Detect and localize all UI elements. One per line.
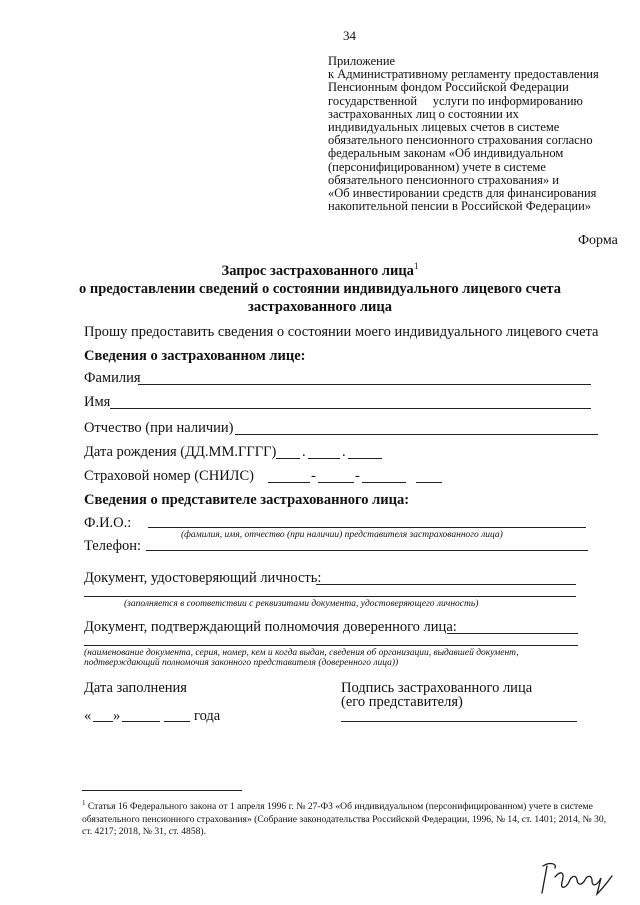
appendix-note (328, 55, 628, 213)
snils-check-input[interactable] (416, 482, 442, 483)
id-document-label: Документ, удостоверяющий личность: (84, 570, 322, 586)
authority-hint-line-1: (наименование документа, серия, номер, кем и когда выдан, сведения об организации, выдавшей документ, (84, 648, 519, 658)
snils-dash: - (311, 468, 316, 484)
footnote (82, 797, 617, 839)
name-label: Имя (84, 394, 111, 410)
snils-label: Страховой номер (СНИЛС) (84, 468, 255, 484)
appendix-line: обязательного пенсионного страхования» и (328, 172, 559, 187)
rep-phone-label: Телефон: (84, 538, 142, 554)
surname-label: Фамилия (84, 370, 141, 386)
footnote-divider (82, 790, 242, 791)
page-number: 34 (343, 28, 356, 43)
id-document-hint: (заполняется в соответствии с реквизитами документа, удостоверяющего личность) (124, 599, 479, 609)
representative-heading: Сведения о представителе застрахованного лица: (84, 492, 410, 508)
rep-fio-label: Ф.И.О.: (84, 515, 132, 531)
appendix-line: государственной услуги по информированию (328, 93, 583, 108)
patronymic-input-line[interactable] (235, 434, 598, 435)
birth-day-input[interactable] (276, 458, 300, 459)
authority-document-input-line-2[interactable] (84, 645, 578, 646)
birth-month-input[interactable] (308, 458, 340, 459)
insured-heading: Сведения о застрахованном лице: (84, 348, 306, 364)
appendix-line: обязательного пенсионного страхования согласно (328, 133, 593, 148)
appendix-line: (персонифицированном) учете в системе (328, 159, 546, 174)
birth-year-input[interactable] (348, 458, 382, 459)
birth-date-dot: . (302, 444, 306, 460)
appendix-line: застрахованных лиц о состоянии их (328, 106, 519, 121)
title-line-3: застрахованного лица (248, 298, 392, 315)
appendix-line: федеральным законам «Об индивидуальном (328, 146, 564, 161)
surname-input-line[interactable] (138, 384, 591, 385)
appendix-line: «Об инвестировании средств для финансирования (328, 186, 597, 201)
title-line-2: о предоставлении сведений о состоянии индивидуального лицевого счета (79, 280, 561, 297)
request-text: Прошу предоставить сведения о состоянии моего индивидуального лицевого счета (84, 324, 599, 340)
appendix-line: Пенсионным фондом Российской Федерации (328, 80, 569, 95)
authority-document-label: Документ, подтверждающий полномочия доверенного лица: (84, 619, 457, 635)
fill-date-close-quote: » (113, 708, 121, 724)
snils-part-1-input[interactable] (268, 482, 310, 483)
appendix-line: накопительной пенсии в Российской Федерации» (328, 199, 592, 214)
signature-label-2: (его представителя) (341, 694, 463, 710)
fill-date-open-quote: « (84, 708, 92, 724)
name-input-line[interactable] (110, 408, 591, 409)
form-title (60, 257, 580, 316)
signature-input-line[interactable] (341, 721, 577, 722)
footnote-mark: 1 (82, 799, 86, 807)
birth-date-label: Дата рождения (ДД.ММ.ГГГГ) (84, 444, 277, 460)
rep-phone-input-line[interactable] (146, 550, 588, 551)
title-footnote-mark: 1 (413, 261, 419, 271)
id-document-input-line[interactable] (316, 584, 576, 585)
handwritten-signature (535, 860, 615, 896)
patronymic-label: Отчество (при наличии) (84, 420, 234, 436)
authority-document-input-line[interactable] (447, 633, 578, 634)
fill-day-input[interactable] (93, 721, 113, 722)
fill-year-word: года (194, 708, 221, 724)
snils-dash: - (355, 468, 360, 484)
fill-date-label: Дата заполнения (84, 680, 187, 696)
appendix-line: Приложение (328, 54, 396, 68)
rep-fio-hint: (фамилия, имя, отчество (при наличии) представителя застрахованного лица) (181, 530, 503, 540)
footnote-text: Статья 16 Федерального закона от 1 апреля 1996 г. № 27-ФЗ «Об индивидуальном (персонифицированном) учете в системе обязательного пенсионного страхования» (Собрание законодательства Российской Федерации, 1996, № 14, ст. 1401; 2014, № 30, ст. 4217; 2018, № 31, ст. 4858). (82, 801, 607, 838)
appendix-line: к Административному регламенту предоставления (328, 67, 599, 82)
fill-month-input[interactable] (122, 721, 160, 722)
signature-label-1: Подпись застрахованного лица (341, 680, 533, 696)
id-document-input-line-2[interactable] (84, 596, 576, 597)
fill-year-input[interactable] (164, 721, 190, 722)
authority-hint-line-2: подтверждающий полномочия законного представителя (доверенного лица)) (84, 658, 399, 668)
appendix-line: индивидуальных лицевых счетов в системе (328, 120, 560, 135)
title-line-1: Запрос застрахованного лица (221, 262, 414, 279)
snils-part-3-input[interactable] (362, 482, 406, 483)
rep-fio-input-line[interactable] (148, 527, 586, 528)
birth-date-dot: . (342, 444, 346, 460)
form-label: Форма (578, 233, 618, 248)
snils-part-2-input[interactable] (318, 482, 354, 483)
